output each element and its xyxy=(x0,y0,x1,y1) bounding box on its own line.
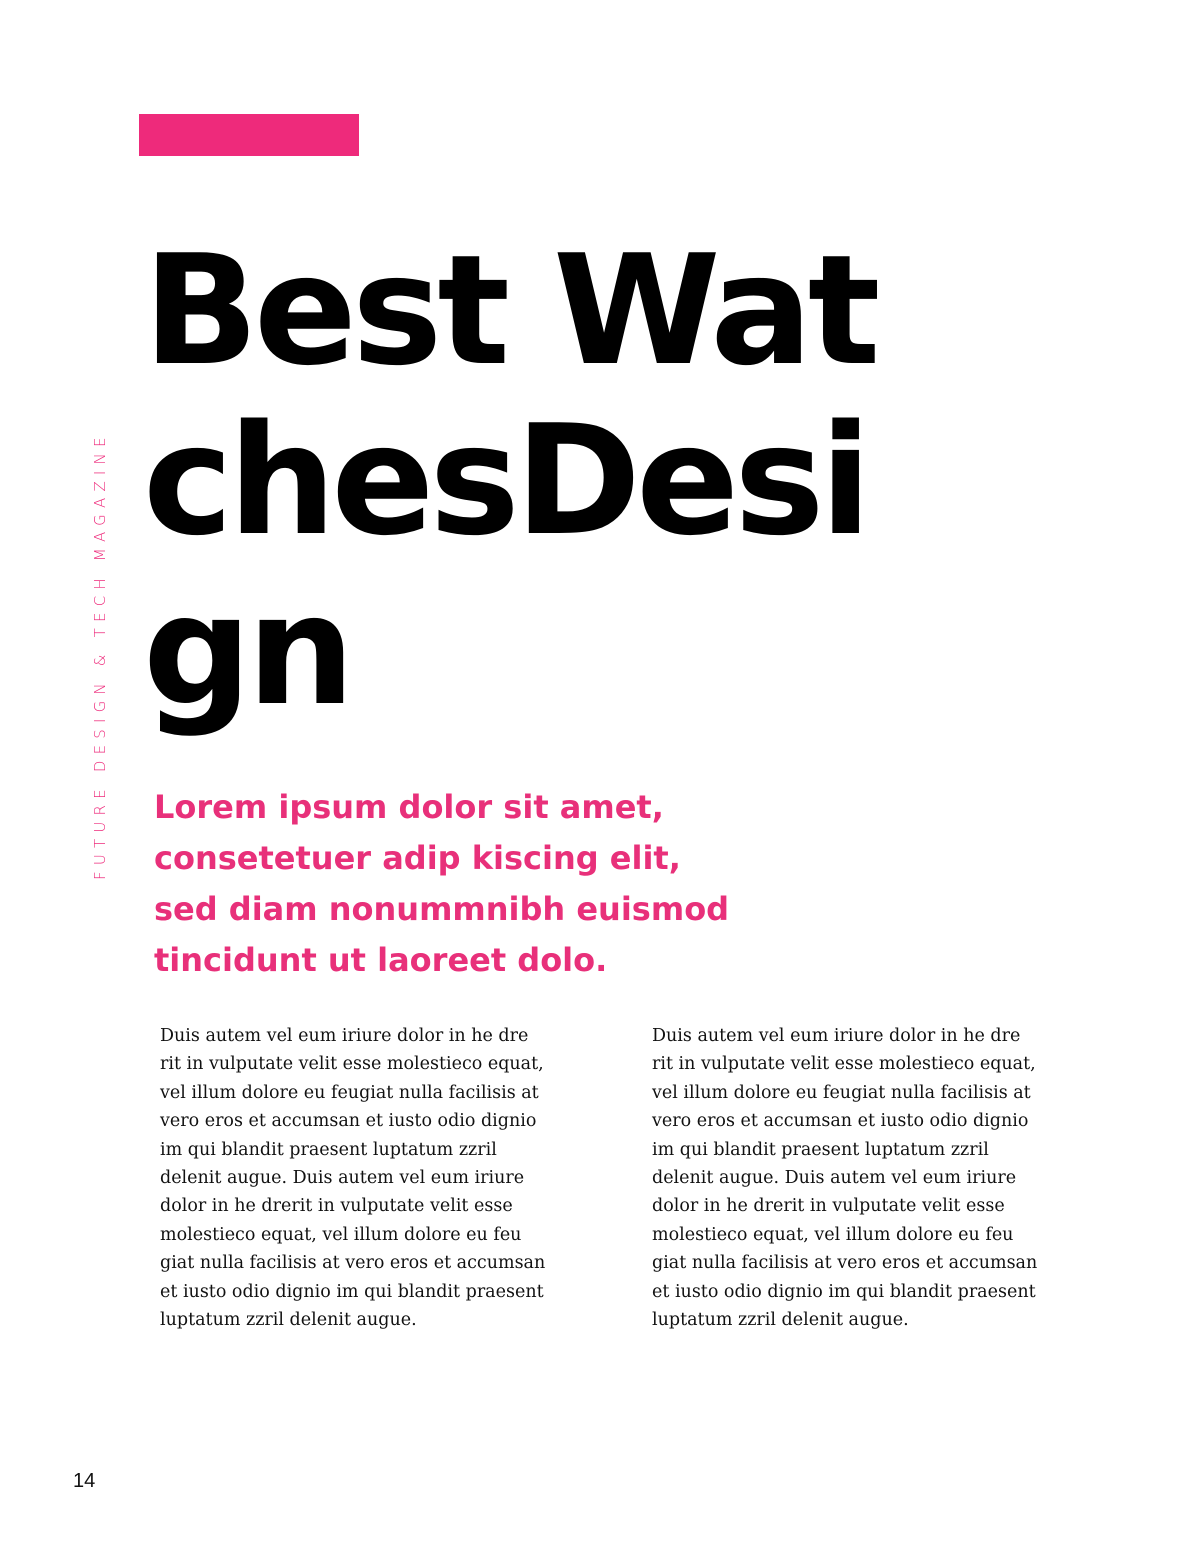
body-line: giat nulla facilisis at vero eros et accumsan xyxy=(160,1253,546,1274)
body-line: delenit augue. Duis autem vel eum iriure xyxy=(160,1168,525,1189)
headline-line: gn xyxy=(143,562,351,739)
body-line: vel illum dolore eu feugiat nulla facilisis at xyxy=(160,1082,539,1103)
magazine-side-label: FUTURE DESIGN & TECH MAGAZINE xyxy=(91,431,109,880)
body-line: vero eros et accumsan et iusto odio dignio xyxy=(652,1111,1029,1132)
headline-line: Best Wat xyxy=(143,222,876,399)
body-column-left xyxy=(160,1022,590,1334)
subheading-line: tincidunt ut laoreet dolo. xyxy=(154,941,608,979)
body-column-right xyxy=(652,1022,1082,1334)
body-line: Duis autem vel eum iriure dolor in he dre xyxy=(652,1026,1021,1046)
subheading-line: Lorem ipsum dolor sit amet, xyxy=(154,788,664,826)
body-line: rit in vulputate velit esse molestieco equat, xyxy=(652,1054,1036,1075)
accent-bar xyxy=(139,114,359,156)
body-line: rit in vulputate velit esse molestieco equat, xyxy=(160,1054,544,1075)
body-line: et iusto odio dignio im qui blandit praesent xyxy=(160,1281,544,1302)
body-line: im qui blandit praesent luptatum zzril xyxy=(652,1139,989,1160)
subheading-line: consetetuer adip kiscing elit, xyxy=(154,839,681,877)
article-headline xyxy=(143,222,876,739)
body-line: delenit augue. Duis autem vel eum iriure xyxy=(652,1168,1017,1189)
article-subheading xyxy=(154,782,874,986)
body-line: im qui blandit praesent luptatum zzril xyxy=(160,1139,497,1160)
body-line: luptatum zzril delenit augue. xyxy=(652,1310,909,1331)
page-number: 14 xyxy=(73,1470,96,1492)
body-line: dolor in he drerit in vulputate velit esse xyxy=(652,1196,1005,1217)
headline-line: chesDesi xyxy=(143,392,867,569)
body-line: dolor in he drerit in vulputate velit esse xyxy=(160,1196,513,1217)
body-line: giat nulla facilisis at vero eros et accumsan xyxy=(652,1253,1038,1274)
body-line: luptatum zzril delenit augue. xyxy=(160,1310,417,1331)
body-line: Duis autem vel eum iriure dolor in he dre xyxy=(160,1026,529,1046)
body-line: molestieco equat, vel illum dolore eu feu xyxy=(160,1224,522,1245)
subheading-line: sed diam nonummnibh euismod xyxy=(154,890,730,928)
body-line: vero eros et accumsan et iusto odio dignio xyxy=(160,1111,537,1132)
body-line: vel illum dolore eu feugiat nulla facilisis at xyxy=(652,1082,1031,1103)
body-line: et iusto odio dignio im qui blandit praesent xyxy=(652,1281,1036,1302)
body-line: molestieco equat, vel illum dolore eu feu xyxy=(652,1224,1014,1245)
